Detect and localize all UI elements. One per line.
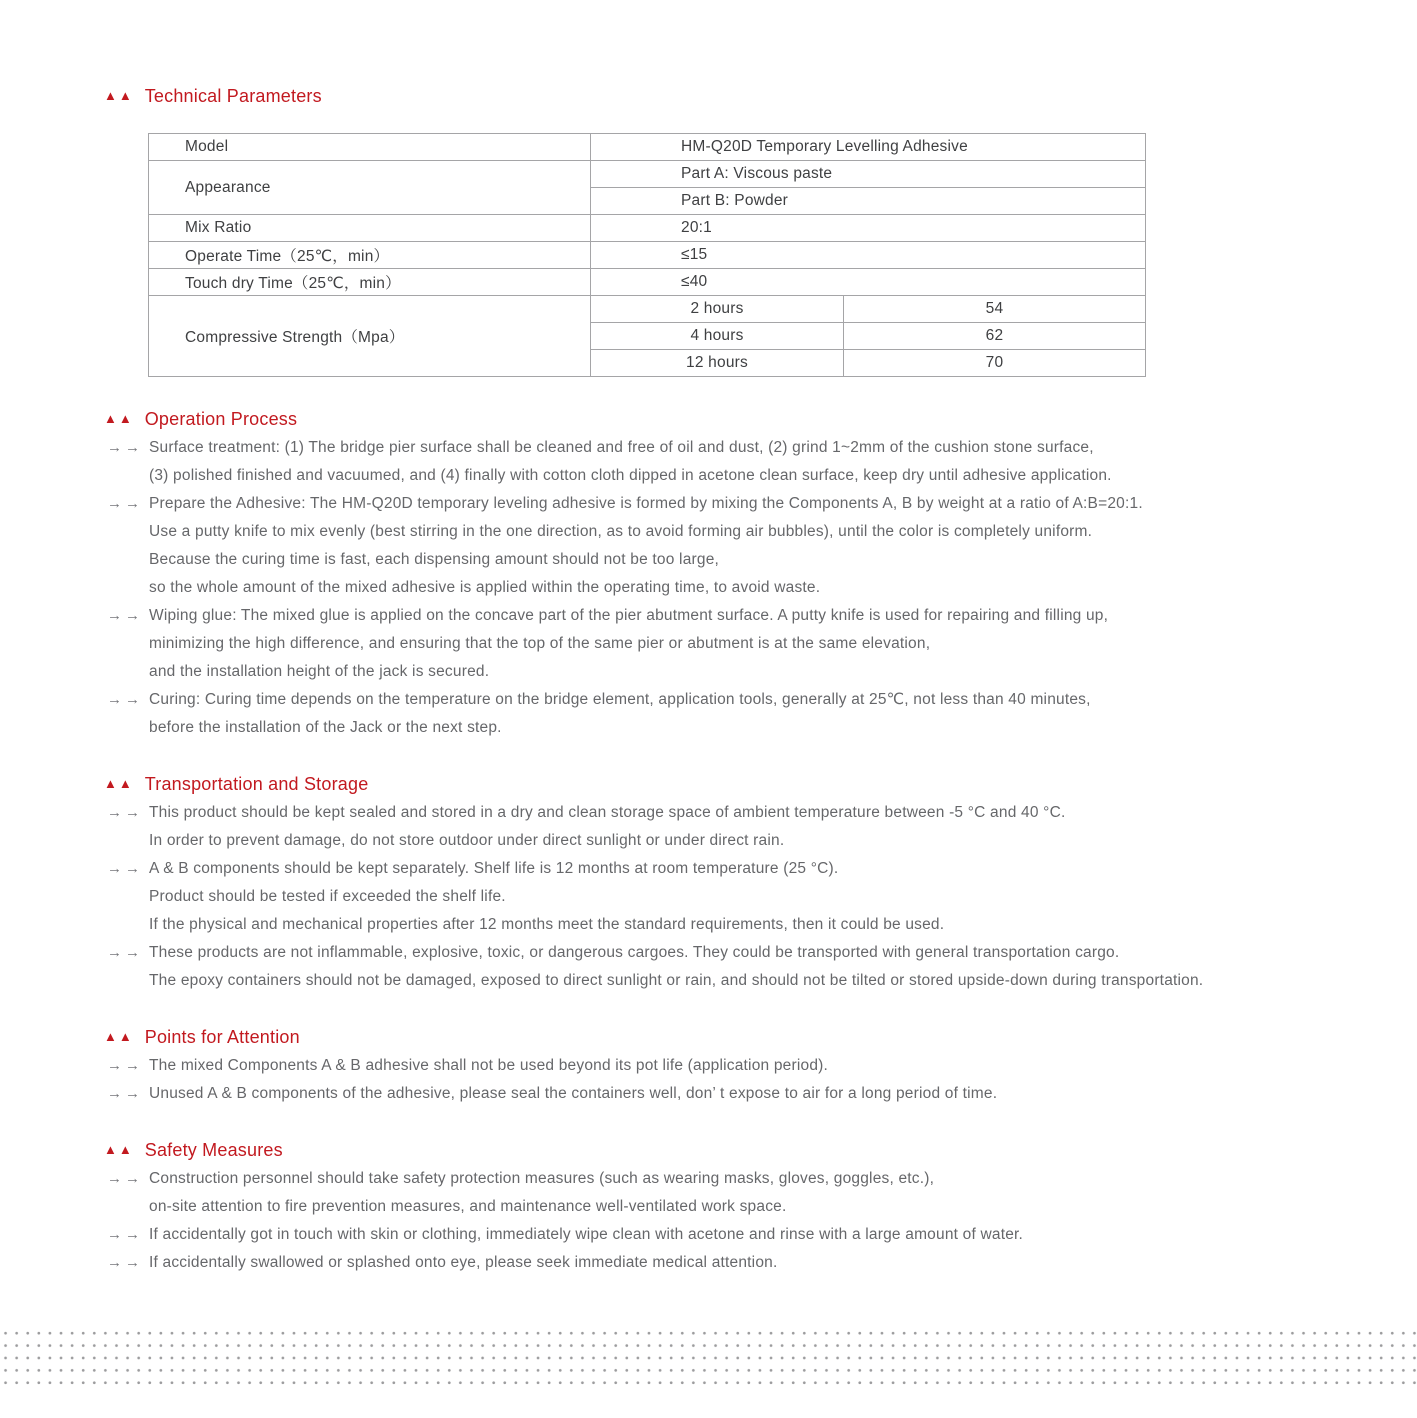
bullet-line-text: If the physical and mechanical properties after 12 months meet the standard requirements, then it could be used. [149, 916, 945, 933]
bullet-line [107, 1080, 1417, 1108]
bullet-line [107, 714, 1417, 742]
table-cell-appearance-part-b: Part B: Powder [591, 188, 1146, 215]
table-row-model [149, 134, 1146, 161]
section-heading-text: Transportation and Storage [144, 773, 369, 794]
bullet-line [107, 911, 1417, 939]
bullet-line-text: before the installation of the Jack or the next step. [149, 719, 502, 736]
section-safety-measures [0, 1139, 1417, 1277]
bullet-line-text: The epoxy containers should not be damaged, exposed to direct sunlight or rain, and should not be tilted or stored upside-down during transportation. [149, 972, 1204, 989]
double-arrow-icon: →→ [107, 495, 143, 512]
double-arrow-icon: →→ [107, 1254, 143, 1271]
section-bullets [0, 799, 1417, 995]
dotted-footer-pattern [0, 1327, 1417, 1391]
section-heading [104, 408, 1417, 430]
bullet-line [107, 967, 1417, 995]
table-cell-compressive-label: Compressive Strength（Mpa） [149, 296, 591, 377]
bullet-line-text: Use a putty knife to mix evenly (best stirring in the one direction, as to avoid forming air bubbles), until the color is completely uniform. [149, 523, 1093, 540]
bullet-line [107, 1165, 1417, 1193]
section-heading-text: Points for Attention [144, 1026, 300, 1047]
double-triangle-icon: ▲▲ [104, 1028, 134, 1044]
bullet-line [107, 686, 1417, 714]
table-cell-mix-ratio-label: Mix Ratio [149, 215, 591, 242]
bullet-line [107, 827, 1417, 855]
double-triangle-icon: ▲▲ [104, 87, 134, 103]
section-heading [104, 1139, 1417, 1161]
bullet-line-text: Product should be tested if exceeded the shelf life. [149, 888, 506, 905]
bullet-line-text: These products are not inflammable, explosive, toxic, or dangerous cargoes. They could be transported with general transportation cargo. [149, 944, 1120, 961]
bullet-line [107, 602, 1417, 630]
bullet-line [107, 1193, 1417, 1221]
table-cell-operate-time-label: Operate Time（25℃，min） [149, 242, 591, 269]
section-operation-process [0, 408, 1417, 742]
table-cell-compressive-2h-time: 2 hours [591, 296, 844, 323]
bullet-line-text: This product should be kept sealed and stored in a dry and clean storage space of ambient temperature between -5 °C and 40 °C. [149, 804, 1066, 821]
bullet-line-text: so the whole amount of the mixed adhesive is applied within the operating time, to avoid waste. [149, 579, 821, 596]
section-points-for-attention [0, 1026, 1417, 1108]
bullet-line-text: In order to prevent damage, do not store outdoor under direct sunlight or under direct rain. [149, 832, 785, 849]
bullet-line [107, 939, 1417, 967]
double-arrow-icon: →→ [107, 607, 143, 624]
table-row-compressive-2h [149, 296, 1146, 323]
table-cell-compressive-12h-value: 70 [844, 350, 1146, 377]
bullet-line-text: Because the curing time is fast, each dispensing amount should not be too large, [149, 551, 720, 568]
double-arrow-icon: →→ [107, 1170, 143, 1187]
bullet-line-text: and the installation height of the jack is secured. [149, 663, 490, 680]
bullet-line-text: Surface treatment: (1) The bridge pier surface shall be cleaned and free of oil and dust, (2) grind 1~2mm of the cushion stone surface, [149, 439, 1094, 456]
section-bullets [0, 1052, 1417, 1108]
bullet-line-text: Unused A & B components of the adhesive, please seal the containers well, don’ t expose to air for a long period of time. [149, 1085, 998, 1102]
table-cell-model-label: Model [149, 134, 591, 161]
table-row-operate-time [149, 242, 1146, 269]
bullet-line [107, 883, 1417, 911]
section-heading [104, 773, 1417, 795]
bullet-line-text: If accidentally swallowed or splashed onto eye, please seek immediate medical attention. [149, 1254, 778, 1271]
section-bullets [0, 1165, 1417, 1277]
section-heading-technical-parameters [104, 85, 1417, 107]
bullet-line [107, 434, 1417, 462]
table-cell-appearance-label: Appearance [149, 161, 591, 215]
double-arrow-icon: →→ [107, 1057, 143, 1074]
section-heading-text: Operation Process [144, 408, 298, 429]
table-cell-compressive-4h-value: 62 [844, 323, 1146, 350]
bullet-line [107, 1052, 1417, 1080]
sections-container [0, 408, 1417, 1277]
table-cell-touch-dry-time-label: Touch dry Time（25℃，min） [149, 269, 591, 296]
bullet-line-text: Construction personnel should take safety protection measures (such as wearing masks, gloves, goggles, etc.), [149, 1170, 935, 1187]
bullet-line-text: The mixed Components A & B adhesive shall not be used beyond its pot life (application period). [149, 1057, 829, 1074]
double-arrow-icon: →→ [107, 691, 143, 708]
table-cell-model-value: HM-Q20D Temporary Levelling Adhesive [591, 134, 1146, 161]
section-heading-text: Safety Measures [144, 1139, 283, 1160]
table-cell-compressive-2h-value: 54 [844, 296, 1146, 323]
table-row-appearance-a [149, 161, 1146, 188]
bullet-line [107, 574, 1417, 602]
table-cell-appearance-part-a: Part A: Viscous paste [591, 161, 1146, 188]
bullet-line-text: If accidentally got in touch with skin or clothing, immediately wipe clean with acetone and rinse with a large amount of water. [149, 1226, 1024, 1243]
table-row-mix-ratio [149, 215, 1146, 242]
bullet-line [107, 855, 1417, 883]
bullet-line-text: Curing: Curing time depends on the temperature on the bridge element, application tools, generally at 25℃, not less than 40 minutes, [149, 691, 1091, 708]
table-cell-compressive-12h-time: 12 hours [591, 350, 844, 377]
section-transportation-and-storage [0, 773, 1417, 995]
section-heading-text: Technical Parameters [144, 85, 322, 106]
table-row-touch-dry-time [149, 269, 1146, 296]
bullet-line [107, 462, 1417, 490]
bullet-line [107, 546, 1417, 574]
double-arrow-icon: →→ [107, 804, 143, 821]
double-triangle-icon: ▲▲ [104, 775, 134, 791]
double-triangle-icon: ▲▲ [104, 1141, 134, 1157]
bullet-line-text: (3) polished finished and vacuumed, and (4) finally with cotton cloth dipped in acetone clean surface, keep dry until adhesive application. [149, 467, 1112, 484]
bullet-line-text: on-site attention to fire prevention measures, and maintenance well-ventilated work space. [149, 1198, 787, 1215]
bullet-line-text: Prepare the Adhesive: The HM-Q20D temporary leveling adhesive is formed by mixing the Components A, B by weight at a ratio of A:B=20:1. [149, 495, 1143, 512]
bullet-line [107, 658, 1417, 686]
section-bullets [0, 434, 1417, 742]
bullet-line-text: Wiping glue: The mixed glue is applied on the concave part of the pier abutment surface. A putty knife is used for repairing and filling up, [149, 607, 1109, 624]
table-cell-mix-ratio-value: 20:1 [591, 215, 1146, 242]
table-cell-compressive-4h-time: 4 hours [591, 323, 844, 350]
double-arrow-icon: →→ [107, 1085, 143, 1102]
technical-parameters-table [148, 133, 1146, 377]
bullet-line [107, 1249, 1417, 1277]
bullet-line [107, 630, 1417, 658]
section-heading [104, 1026, 1417, 1048]
bullet-line [107, 518, 1417, 546]
double-arrow-icon: →→ [107, 860, 143, 877]
bullet-line-text: minimizing the high difference, and ensuring that the top of the same pier or abutment is at the same elevation, [149, 635, 931, 652]
double-arrow-icon: →→ [107, 439, 143, 456]
double-triangle-icon: ▲▲ [104, 410, 134, 426]
bullet-line [107, 799, 1417, 827]
bullet-line [107, 1221, 1417, 1249]
table-cell-touch-dry-time-value: ≤40 [591, 269, 1146, 296]
double-arrow-icon: →→ [107, 944, 143, 961]
bullet-line-text: A & B components should be kept separately. Shelf life is 12 months at room temperature (25 °C). [149, 860, 839, 877]
bullet-line [107, 490, 1417, 518]
table-cell-operate-time-value: ≤15 [591, 242, 1146, 269]
double-arrow-icon: →→ [107, 1226, 143, 1243]
